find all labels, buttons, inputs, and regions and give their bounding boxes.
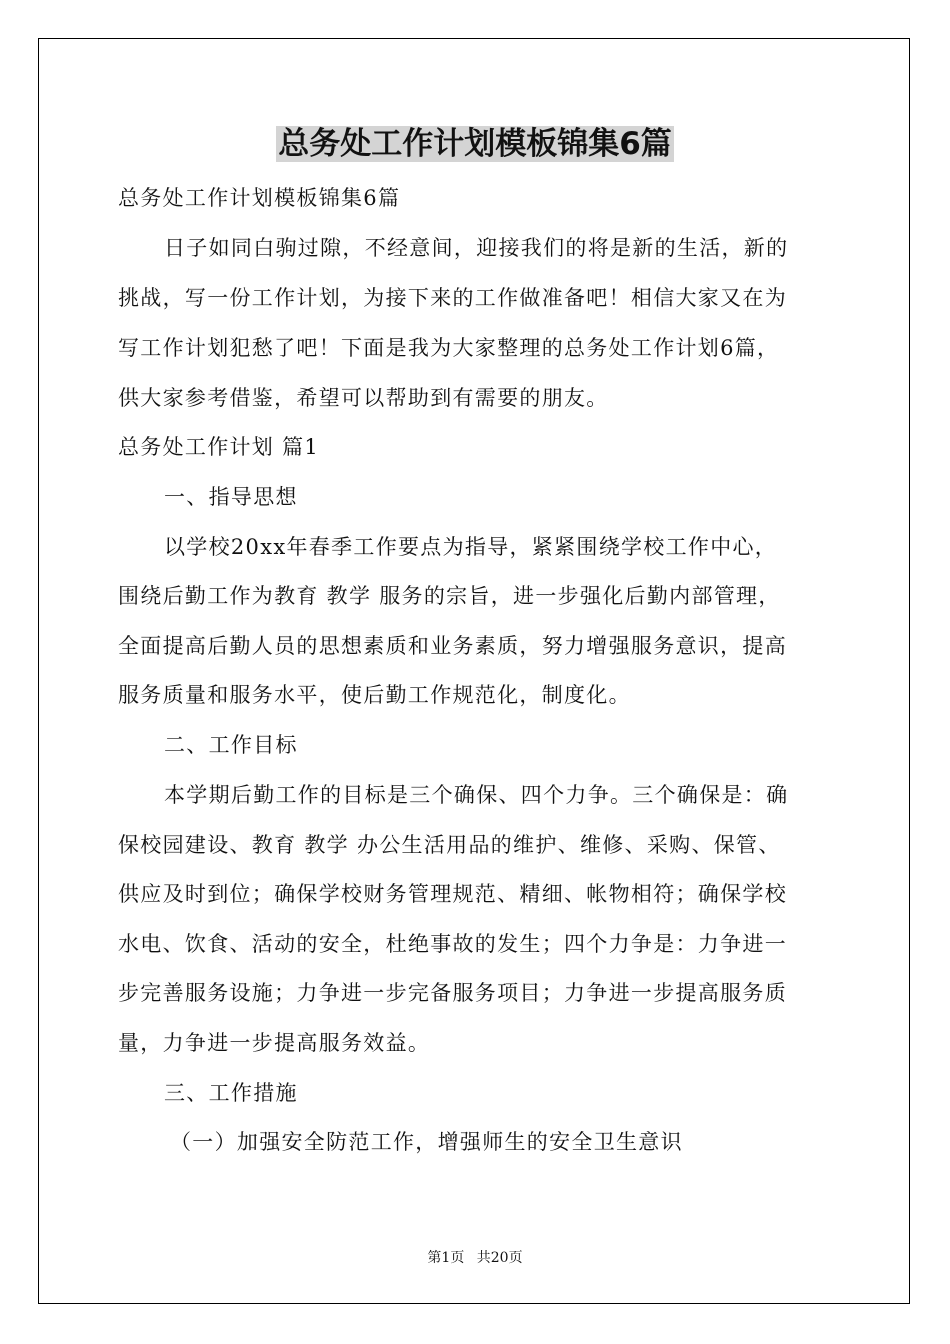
para-2-line-1: 本学期后勤工作的目标是三个确保、四个力争。三个确保是：确 xyxy=(164,783,789,807)
para-1-line-4: 服务质量和服务水平，使后勤工作规范化，制度化。 xyxy=(118,683,631,707)
intro-line-2: 挑战，写一份工作计划，为接下来的工作做准备吧！相信大家又在为 xyxy=(118,286,787,310)
heading-guiding-ideology: 一、指导思想 xyxy=(164,485,298,509)
para-1-line-1: 以学校20xx年春季工作要点为指导，紧紧围绕学校工作中心， xyxy=(164,535,778,559)
page-footer: 第1页 共20页 xyxy=(427,1250,523,1266)
document-title: 总务处工作计划模板锦集6篇 xyxy=(278,126,672,162)
section-title: 总务处工作计划 篇1 xyxy=(118,435,320,459)
para-2-line-3: 供应及时到位；确保学校财务管理规范、精细、帐物相符；确保学校 xyxy=(118,882,787,906)
intro-line-4: 供大家参考借鉴，希望可以帮助到有需要的朋友。 xyxy=(118,386,609,410)
sub-heading-safety: （一）加强安全防范工作，增强师生的安全卫生意识 xyxy=(170,1130,683,1154)
para-1-line-2: 围绕后勤工作为教育 教学 服务的宗旨，进一步强化后勤内部管理， xyxy=(118,584,781,608)
para-2-line-5: 步完善服务设施；力争进一步完备服务项目；力争进一步提高服务质 xyxy=(118,981,787,1005)
para-2-line-4: 水电、饮食、活动的安全，杜绝事故的发生；四个力争是：力争进一 xyxy=(118,932,787,956)
para-2-line-6: 量，力争进一步提高服务效益。 xyxy=(118,1031,431,1055)
heading-work-measures: 三、工作措施 xyxy=(164,1081,298,1105)
heading-work-goals: 二、工作目标 xyxy=(164,733,298,757)
intro-line-1: 日子如同白驹过隙，不经意间，迎接我们的将是新的生活，新的 xyxy=(164,236,789,260)
subtitle: 总务处工作计划模板锦集6篇 xyxy=(118,186,401,210)
para-1-line-3: 全面提高后勤人员的思想素质和业务素质，努力增强服务意识，提高 xyxy=(118,634,787,658)
intro-line-3: 写工作计划犯愁了吧！下面是我为大家整理的总务处工作计划6篇， xyxy=(118,336,780,360)
para-2-line-2: 保校园建设、教育 教学 办公生活用品的维护、维修、采购、保管、 xyxy=(118,833,781,857)
